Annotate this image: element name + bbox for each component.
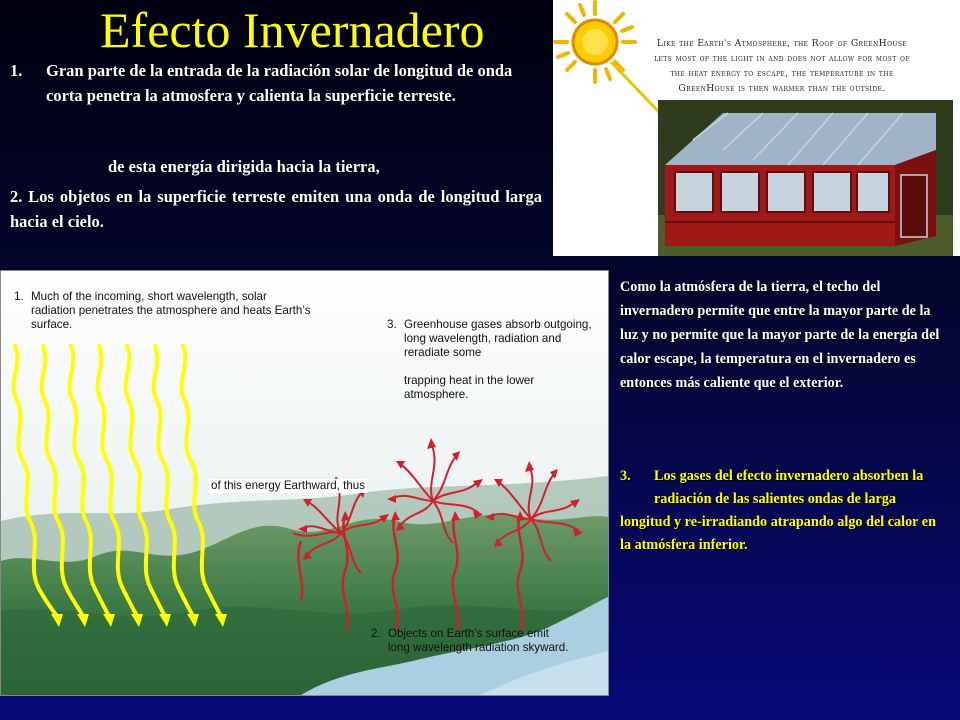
energy-earthward-line: de esta energía dirigida hacia la tierra,	[108, 157, 380, 176]
diagram-label-2-text: Objects on Earth’s surface emit long wavelength radiation skyward.	[388, 627, 569, 654]
point-3-number: 3.	[620, 468, 631, 484]
greenhouse-effect-diagram	[0, 270, 609, 696]
diagram-label-2-number: 2.	[371, 627, 381, 640]
diagram-label-3-text-b: trapping heat in the lower atmosphere.	[404, 374, 535, 401]
point-3-continuation: longitud y re-irradiando atrapando algo del calor en la atmósfera inferior.	[620, 514, 936, 553]
diagram-label-1-text: Much of the incoming, short wavelength, solar radiation penetrates the atmosphere and heats Earth’s surface.	[31, 290, 311, 331]
diagram-label-3-number: 3.	[387, 318, 397, 331]
diagram-label-3-text-a: Greenhouse gases absorb outgoing, long wavelength, radiation and reradiate some	[404, 318, 592, 359]
point-3-text: Los gases del efecto invernadero absorben la radiación de las salientes ondas de larga	[654, 468, 924, 507]
diagram-label-3	[387, 318, 597, 402]
page-title: Efecto Invernadero	[100, 2, 485, 58]
greenhouse-building	[658, 100, 953, 256]
sun-icon	[555, 2, 635, 82]
greenhouse-explanation: Como la atmósfera de la tierra, el techo del invernadero permite que entre la mayor parte de la luz y no permite que la mayor parte de la energía del calor escape, la temperatura en el invernadero es entonces más caliente que el exterior.	[620, 279, 940, 391]
point-1	[10, 58, 540, 108]
diagram-label-1	[14, 290, 314, 332]
diagram-label-middle: of this energy Earthward, thus	[211, 479, 366, 492]
point-1-number: 1.	[10, 61, 23, 80]
diagram-label-1-number: 1.	[14, 290, 24, 303]
point-1-text: Gran parte de la entrada de la radiación solar de longitud de onda corta penetra la atmosfera y calienta la superficie terreste.	[46, 61, 513, 105]
point-3	[620, 465, 950, 557]
point-2: 2. Los objetos en la superficie terreste emiten una onda de longitud larga hacia el cielo.	[10, 187, 542, 231]
greenhouse-caption: Like the Earth's Atmosphere, the Roof of GreenHouse lets most of the light in and does not allow for most of the heat energy to escape, the temperature in the GreenHouse is then warmer than the outside.	[654, 38, 910, 94]
diagram-label-2	[371, 627, 571, 655]
